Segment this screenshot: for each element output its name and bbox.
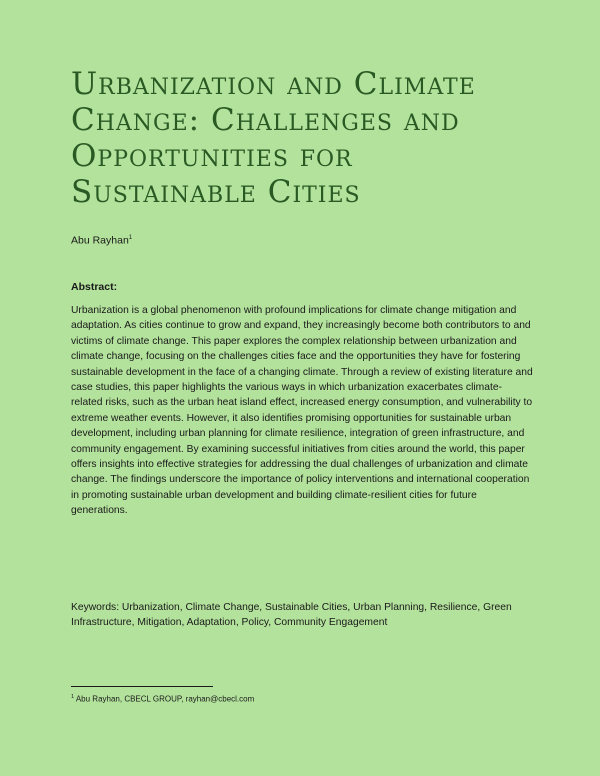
author-line	[71, 231, 132, 248]
keywords: Keywords: Urbanization, Climate Change, Sustainable Cities, Urban Planning, Resilience, Green Infrastructure, Mitigation, Adaptation, Policy, Community Engagement	[71, 602, 512, 629]
paper-title: Urbanization and Climate Change: Challenges and Opportunities for Sustainable Cities	[71, 66, 476, 210]
author-footnote-marker: 1	[128, 235, 133, 241]
author-name: Abu Rayhan	[71, 234, 129, 247]
footnote	[71, 692, 254, 705]
footnote-divider	[71, 686, 213, 687]
abstract-heading: Abstract:	[71, 281, 118, 293]
footnote-text: Abu Rayhan, CBECL GROUP, rayhan@cbecl.com	[74, 694, 255, 704]
footnote-marker: 1	[71, 694, 75, 700]
abstract-body: Urbanization is a global phenomenon with profound implications for climate change mitigation and adaptation. As cities continue to grow and expand, they increasingly become both contributors to and victims of climate change. This paper explores the complex relationship between urbanization and climate change, focusing on the challenges cities face and the opportunities they have for fostering sustainable development in the face of a changing climate. Through a review of existing literature and case studies, this paper highlights the various ways in which urbanization exacerbates climate-related risks, such as the urban heat island effect, increased energy consumption, and vulnerability to extreme weather events. However, it also identifies promising opportunities for sustainable urban development, including urban planning for climate resilience, integration of green infrastructure, and community engagement. By examining successful initiatives from cities around the world, this paper offers insights into effective strategies for addressing the dual challenges of urbanization and climate change. The findings underscore the importance of policy interventions and international cooperation in promoting sustainable urban development and building climate-resilient cities for future generations.	[71, 305, 533, 517]
